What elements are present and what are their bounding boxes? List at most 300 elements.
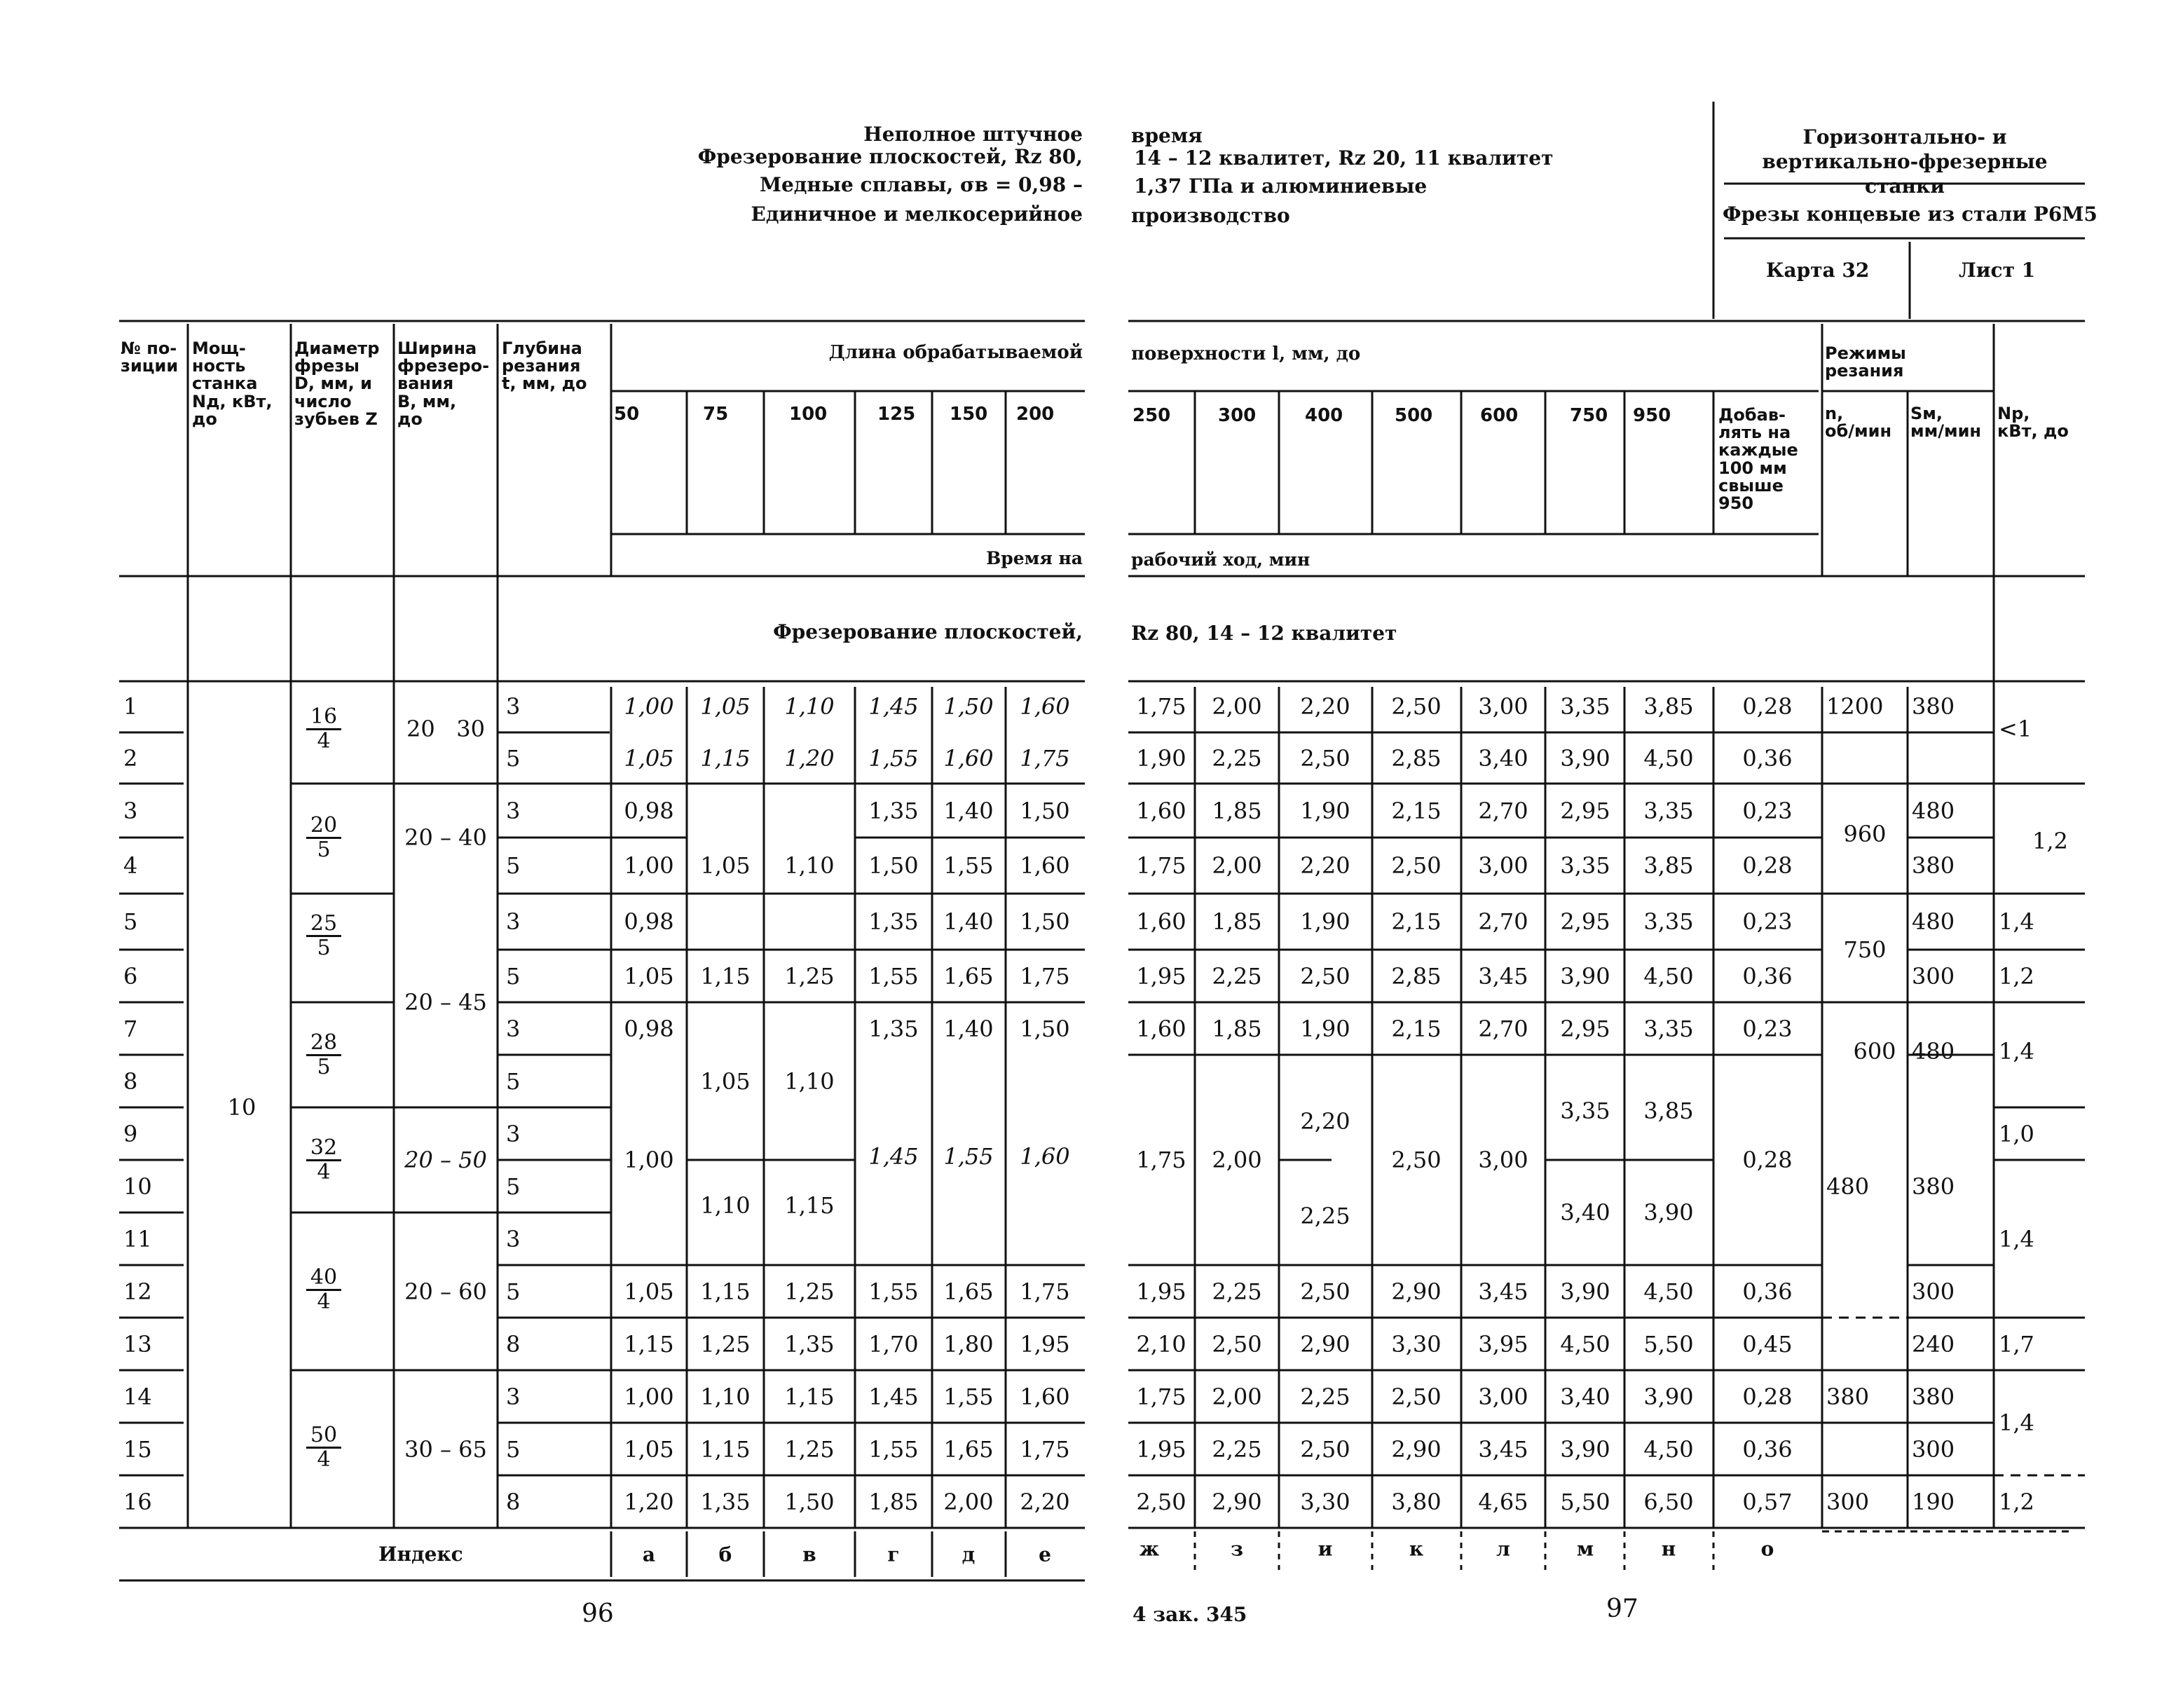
time-cell: 4,50 — [1560, 1331, 1610, 1358]
time-cell: 3,85 — [1643, 852, 1694, 879]
length-200: 200 — [1016, 404, 1055, 425]
position-15: 15 — [123, 1436, 152, 1463]
time-cell: 1,45 — [868, 693, 919, 720]
time-cell: 1,75 — [1136, 1384, 1186, 1410]
length-400: 400 — [1305, 405, 1343, 426]
time-cell: 2,20 — [1300, 693, 1350, 720]
sm-row-13: 240 — [1912, 1331, 1955, 1358]
time-cell: 2,50 — [1300, 1278, 1350, 1305]
time-cell: 1,35 — [784, 1331, 835, 1358]
time-cell: 0,28 — [1742, 852, 1793, 879]
index-letter: е — [1039, 1543, 1051, 1566]
position-9: 9 — [123, 1121, 138, 1147]
time-cell: 2,20 — [1020, 1489, 1070, 1515]
time-cell: 3,00 — [1478, 852, 1528, 879]
depth-8: 5 — [506, 1068, 521, 1095]
depth-9: 3 — [506, 1121, 521, 1147]
time-cell: 1,60 — [1136, 1016, 1186, 1042]
time-cell: 0,23 — [1742, 798, 1793, 824]
time-cell: 1,10 — [700, 1384, 751, 1410]
time-cell: 2,00 — [1212, 1384, 1262, 1410]
time-cell: 4,50 — [1643, 1278, 1694, 1305]
time-cell: 3,35 — [1560, 693, 1610, 720]
time-cell: 3,45 — [1478, 1278, 1528, 1305]
length-125: 125 — [877, 404, 916, 425]
time-cell: 1,15 — [784, 1384, 835, 1410]
time-i-rows-8-10: 2,20 — [1300, 1108, 1350, 1135]
time-cell: 4,50 — [1643, 963, 1694, 990]
sm-row-12: 300 — [1912, 1278, 1955, 1305]
time-cell: 2,10 — [1136, 1331, 1186, 1358]
time-cell: 0,36 — [1742, 745, 1793, 772]
index-label: Индекс — [378, 1543, 463, 1566]
np-row-9: 1,0 — [1999, 1121, 2034, 1147]
time-cell: 5,50 — [1560, 1489, 1610, 1515]
time-cell: 2,25 — [1212, 745, 1262, 772]
time-cell: 2,70 — [1478, 1016, 1528, 1042]
length-100: 100 — [789, 404, 828, 425]
time-cell: 2,50 — [1212, 1331, 1262, 1358]
n-480: 480 — [1826, 1173, 1870, 1200]
header-left-line-3: Медные сплавы, σв = 0,98 – — [759, 173, 1083, 196]
time-cell: 2,70 — [1478, 908, 1528, 935]
col-cutting-modes: Режимы резания — [1825, 343, 1906, 381]
col-power: Мощ- ность станка Nд, кВт, до — [192, 339, 273, 429]
time-cell: 4,50 — [1643, 745, 1694, 772]
n-960: 960 — [1843, 821, 1887, 847]
time-cell: 1,50 — [1020, 798, 1070, 824]
position-10: 10 — [123, 1173, 152, 1200]
time-cell: 1,50 — [868, 852, 919, 879]
length-75: 75 — [703, 404, 729, 425]
index-letter: к — [1409, 1537, 1424, 1561]
time-cell: 3,90 — [1560, 745, 1610, 772]
time-n-rows-8-10: 3,85 — [1643, 1098, 1694, 1124]
position-14: 14 — [123, 1384, 152, 1410]
depth-10: 5 — [506, 1173, 521, 1200]
time-cell: 3,90 — [1560, 1436, 1610, 1463]
np-row-5: 1,4 — [1999, 908, 2034, 935]
time-cell: 0,98 — [624, 1016, 674, 1042]
depth-1: 3 — [506, 693, 521, 720]
time-cell: 2,25 — [1212, 963, 1262, 990]
position-16: 16 — [123, 1489, 152, 1515]
index-letter: в — [802, 1543, 816, 1566]
time-cell: 2,15 — [1391, 1016, 1442, 1042]
header-left-line-1: Неполное штучное — [863, 123, 1083, 146]
time-cell: 1,55 — [868, 963, 919, 990]
sheet-number: Лист 1 — [1959, 259, 2036, 282]
position-13: 13 — [123, 1331, 152, 1358]
time-cell: 0,36 — [1742, 1436, 1793, 1463]
col-width: Ширина фрезеро- вания B, мм, до — [397, 339, 490, 429]
time-cell: 2,50 — [1136, 1489, 1186, 1515]
time-cell: 1,55 — [943, 1384, 994, 1410]
time-m-rows-10-11: 3,40 — [1560, 1199, 1610, 1226]
time-cell: 1,15 — [700, 1436, 751, 1463]
time-cell: 1,75 — [1020, 1278, 1070, 1305]
time-cell: 3,85 — [1643, 693, 1694, 720]
col-diameter: Диаметр фрезы D, мм, и число зубьев Z — [294, 339, 380, 429]
time-cell: 1,55 — [868, 745, 919, 772]
time-g-rows-8-11: 1,45 — [868, 1143, 919, 1170]
depth-13: 8 — [506, 1331, 521, 1358]
diameter-40: $\frac{40}{4}$ — [306, 1266, 341, 1313]
depth-3: 3 — [506, 798, 521, 824]
col-n: n, об/мин — [1825, 404, 1892, 442]
time-cell: 1,05 — [700, 693, 751, 720]
length-500: 500 — [1395, 405, 1433, 426]
time-cell: 1,70 — [868, 1331, 919, 1358]
time-cell: 1,75 — [1020, 963, 1070, 990]
time-cell: 0,23 — [1742, 1016, 1793, 1042]
time-zh-rows-8-11: 1,75 — [1136, 1147, 1186, 1173]
index-letter: д — [962, 1543, 976, 1566]
time-cell: 1,05 — [700, 852, 751, 879]
time-cell: 1,25 — [784, 963, 835, 990]
time-cell: 2,50 — [1391, 852, 1442, 879]
position-7: 7 — [123, 1016, 138, 1042]
sm-row-7-8: 480 — [1912, 1038, 1955, 1065]
time-label-left: Время на — [986, 548, 1083, 568]
time-cell: 1,60 — [1020, 693, 1070, 720]
time-cell: 1,10 — [784, 693, 835, 720]
position-5: 5 — [123, 908, 138, 935]
time-cell: 1,60 — [943, 745, 994, 772]
index-letter: а — [642, 1543, 656, 1566]
index-letter: г — [887, 1543, 900, 1566]
time-cell: 2,20 — [1300, 852, 1350, 879]
depth-7: 3 — [506, 1016, 521, 1042]
time-a-rows-8-11: 1,00 — [624, 1147, 674, 1173]
time-cell: 1,00 — [624, 852, 674, 879]
length-250: 250 — [1132, 405, 1171, 426]
time-cell: 1,15 — [700, 745, 751, 772]
np-row-6: 1,2 — [1999, 963, 2034, 990]
length-150: 150 — [950, 404, 988, 425]
time-cell: 1,35 — [868, 798, 919, 824]
position-12: 12 — [123, 1278, 152, 1305]
time-cell: 1,60 — [1020, 852, 1070, 879]
sm-row-5: 480 — [1912, 908, 1955, 935]
time-cell: 3,35 — [1560, 852, 1610, 879]
position-4: 4 — [123, 852, 138, 879]
np-rows-10-12: 1,4 — [1999, 1226, 2034, 1252]
time-cell: 1,50 — [1020, 1016, 1070, 1042]
index-letter: м — [1576, 1537, 1594, 1561]
time-cell: 1,60 — [1136, 798, 1186, 824]
time-cell: 2,00 — [943, 1489, 994, 1515]
time-cell: 2,95 — [1560, 798, 1610, 824]
time-b-rows-8-9: 1,05 — [700, 1068, 751, 1095]
time-b-rows-10-11: 1,10 — [700, 1192, 751, 1219]
time-cell: 1,20 — [624, 1489, 674, 1515]
depth-14: 3 — [506, 1384, 521, 1410]
power-value: 10 — [227, 1094, 256, 1121]
time-cell: 0,98 — [624, 798, 674, 824]
time-cell: 1,85 — [1212, 908, 1262, 935]
time-cell: 1,15 — [624, 1331, 674, 1358]
position-8: 8 — [123, 1068, 138, 1095]
time-cell: 3,40 — [1560, 1384, 1610, 1410]
index-letter: ж — [1139, 1537, 1160, 1561]
time-cell: 0,23 — [1742, 908, 1793, 935]
time-cell: 1,40 — [943, 908, 994, 935]
time-cell: 2,25 — [1300, 1384, 1350, 1410]
time-cell: 2,00 — [1212, 852, 1262, 879]
time-cell: 4,65 — [1478, 1489, 1528, 1515]
col-depth: Глубина резания t, мм, до — [502, 339, 587, 394]
depth-6: 5 — [506, 963, 521, 990]
time-cell: 1,95 — [1136, 1278, 1186, 1305]
time-cell: 3,95 — [1478, 1331, 1528, 1358]
index-letter: з — [1231, 1537, 1243, 1561]
time-cell: 3,45 — [1478, 1436, 1528, 1463]
diameter-25: $\frac{25}{5}$ — [306, 913, 341, 959]
position-1: 1 — [123, 693, 138, 720]
card-number: Карта 32 — [1766, 259, 1870, 282]
time-cell: 1,75 — [1020, 745, 1070, 772]
depth-5: 3 — [506, 908, 521, 935]
time-cell: 3,45 — [1478, 963, 1528, 990]
width-row-11-13: 20 – 60 — [404, 1278, 487, 1305]
sm-row-15: 300 — [1912, 1436, 1955, 1463]
time-cell: 1,75 — [1136, 693, 1186, 720]
time-cell: 2,50 — [1300, 1436, 1350, 1463]
time-cell: 2,90 — [1391, 1436, 1442, 1463]
header-left-line-4: Единичное и мелкосерийное — [751, 203, 1083, 226]
time-cell: 1,35 — [868, 1016, 919, 1042]
index-letter: л — [1496, 1537, 1510, 1561]
time-cell: 3,35 — [1643, 798, 1694, 824]
time-cell: 1,40 — [943, 1016, 994, 1042]
width-row-5-8: 20 – 45 — [404, 989, 487, 1016]
time-cell: 2,90 — [1300, 1331, 1350, 1358]
length-50: 50 — [614, 404, 640, 425]
time-cell: 2,50 — [1391, 693, 1442, 720]
time-cell: 2,25 — [1212, 1436, 1262, 1463]
np-row-13: 1,7 — [1999, 1331, 2034, 1358]
time-cell: 3,30 — [1300, 1489, 1350, 1515]
np-row-16: 1,2 — [1999, 1489, 2034, 1515]
sm-row-14: 380 — [1912, 1384, 1955, 1410]
time-cell: 4,50 — [1643, 1436, 1694, 1463]
time-z-rows-8-11: 2,00 — [1212, 1147, 1262, 1173]
time-cell: 1,90 — [1300, 798, 1350, 824]
machine-type: Горизонтально- и вертикально-фрезерные станки — [1762, 125, 2048, 198]
time-cell: 2,50 — [1300, 963, 1350, 990]
index-letter: и — [1318, 1537, 1333, 1561]
time-cell: 2,00 — [1212, 693, 1262, 720]
time-cell: 3,00 — [1478, 693, 1528, 720]
time-cell: 1,95 — [1136, 1436, 1186, 1463]
depth-16: 8 — [506, 1489, 521, 1515]
col-position: № по- зиции — [121, 339, 179, 376]
time-cell: 1,50 — [784, 1489, 835, 1515]
time-cell: 2,90 — [1212, 1489, 1262, 1515]
diameter-16: $\frac{16}{4}$ — [306, 706, 341, 752]
length-600: 600 — [1480, 405, 1519, 426]
time-cell: 1,60 — [1136, 908, 1186, 935]
width-row-1-2: 20 30 — [406, 716, 485, 742]
time-cell: 1,45 — [868, 1384, 919, 1410]
width-row-14-16: 30 – 65 — [404, 1436, 487, 1463]
diameter-50: $\frac{50}{4}$ — [306, 1424, 341, 1470]
n-380: 380 — [1826, 1384, 1870, 1410]
time-cell: 2,15 — [1391, 798, 1442, 824]
time-cell: 1,75 — [1136, 852, 1186, 879]
time-cell: 1,65 — [943, 963, 994, 990]
time-cell: 1,50 — [943, 693, 994, 720]
time-cell: 1,75 — [1020, 1436, 1070, 1463]
time-cell: 1,05 — [624, 1436, 674, 1463]
position-2: 2 — [123, 745, 138, 772]
index-letter: о — [1760, 1537, 1774, 1561]
col-sm: Sм, мм/мин — [1910, 404, 1982, 442]
time-cell: 1,05 — [624, 963, 674, 990]
position-3: 3 — [123, 798, 138, 824]
time-o-rows-8-11: 0,28 — [1742, 1147, 1793, 1173]
time-cell: 1,65 — [943, 1278, 994, 1305]
header-right-line-1: время — [1131, 124, 1203, 147]
n-600: 600 — [1853, 1038, 1896, 1065]
time-cell: 1,05 — [624, 1278, 674, 1305]
sm-row-6: 300 — [1912, 963, 1955, 990]
time-cell: 1,35 — [868, 908, 919, 935]
time-cell: 1,95 — [1136, 963, 1186, 990]
depth-15: 5 — [506, 1436, 521, 1463]
section-title-right: Rz 80, 14 – 12 квалитет — [1131, 622, 1397, 645]
time-cell: 1,00 — [624, 1384, 674, 1410]
depth-4: 5 — [506, 852, 521, 879]
time-l-rows-8-11: 3,00 — [1478, 1147, 1528, 1173]
sm-row-1: 380 — [1912, 693, 1955, 720]
width-row-9-10: 20 – 50 — [404, 1147, 487, 1173]
time-cell: 1,55 — [868, 1436, 919, 1463]
length-750: 750 — [1570, 405, 1608, 426]
time-cell: 1,90 — [1300, 1016, 1350, 1042]
time-cell: 1,40 — [943, 798, 994, 824]
time-cell: 1,50 — [1020, 908, 1070, 935]
time-m-rows-8-10: 3,35 — [1560, 1098, 1610, 1124]
time-cell: 3,35 — [1643, 1016, 1694, 1042]
diameter-32: $\frac{32}{4}$ — [306, 1137, 341, 1183]
header-right-line-4: производство — [1131, 204, 1290, 227]
time-cell: 3,90 — [1560, 1278, 1610, 1305]
time-cell: 1,55 — [943, 852, 994, 879]
time-cell: 2,15 — [1391, 908, 1442, 935]
depth-11: 3 — [506, 1226, 521, 1252]
np-rows-14-15: 1,4 — [1999, 1409, 2034, 1436]
time-cell: 1,10 — [784, 852, 835, 879]
time-cell: 1,15 — [700, 963, 751, 990]
sm-row-3: 480 — [1912, 798, 1955, 824]
length-300: 300 — [1218, 405, 1257, 426]
time-cell: 1,80 — [943, 1331, 994, 1358]
time-e-rows-8-11: 1,60 — [1020, 1143, 1070, 1170]
position-11: 11 — [123, 1226, 152, 1252]
header-left-line-2: Фрезерование плоскостей, Rz 80, — [697, 145, 1083, 168]
depth-12: 5 — [506, 1278, 521, 1305]
time-label-right: рабочий ход, мин — [1131, 549, 1311, 570]
time-cell: 1,00 — [624, 693, 674, 720]
time-cell: 1,35 — [700, 1489, 751, 1515]
time-cell: 1,25 — [784, 1278, 835, 1305]
time-cell: 2,90 — [1391, 1278, 1442, 1305]
time-n-rows-10-11: 3,90 — [1643, 1199, 1694, 1226]
time-k-rows-8-11: 2,50 — [1391, 1147, 1442, 1173]
time-cell: 2,85 — [1391, 745, 1442, 772]
depth-2: 5 — [506, 745, 521, 772]
time-cell: 3,90 — [1643, 1384, 1694, 1410]
time-cell: 3,35 — [1643, 908, 1694, 935]
time-cell: 0,28 — [1742, 693, 1793, 720]
col-length-left: Длина обрабатываемой — [828, 342, 1083, 363]
time-v-rows-8-9: 1,10 — [784, 1068, 835, 1095]
position-6: 6 — [123, 963, 138, 990]
time-cell: 1,60 — [1020, 1384, 1070, 1410]
time-cell: 2,95 — [1560, 908, 1610, 935]
time-cell: 1,25 — [700, 1331, 751, 1358]
header-right-line-2: 14 – 12 квалитет, Rz 20, 11 квалитет — [1134, 146, 1554, 170]
time-cell: 2,50 — [1300, 745, 1350, 772]
time-cell: 1,85 — [1212, 798, 1262, 824]
col-length-right: поверхности l, мм, до — [1131, 343, 1361, 364]
np-rows-3-4: 1,2 — [2032, 828, 2068, 854]
time-cell: 1,90 — [1300, 908, 1350, 935]
time-cell: 2,50 — [1391, 1384, 1442, 1410]
time-cell: 3,00 — [1478, 1384, 1528, 1410]
time-cell: 1,55 — [868, 1278, 919, 1305]
page-number-left: 96 — [582, 1599, 614, 1628]
page-number-right: 97 — [1606, 1594, 1638, 1623]
time-i-rows-10-11: 2,25 — [1300, 1203, 1350, 1229]
sm-row-4: 380 — [1912, 852, 1955, 879]
index-letter: б — [718, 1543, 732, 1566]
time-cell: 5,50 — [1643, 1331, 1694, 1358]
time-cell: 2,25 — [1212, 1278, 1262, 1305]
time-cell: 0,36 — [1742, 1278, 1793, 1305]
time-cell: 2,85 — [1391, 963, 1442, 990]
np-row-7: 1,4 — [1999, 1038, 2034, 1065]
sm-row-16: 190 — [1912, 1489, 1955, 1515]
time-v-rows-10-11: 1,15 — [784, 1192, 835, 1219]
n-1200: 1200 — [1826, 693, 1884, 720]
time-cell: 3,80 — [1391, 1489, 1442, 1515]
time-cell: 1,20 — [784, 745, 835, 772]
order-number: 4 зак. 345 — [1132, 1603, 1247, 1626]
col-add-per-100: Добав- лять на каждые 100 мм свыше 950 — [1718, 405, 1798, 513]
time-d-rows-8-11: 1,55 — [943, 1143, 994, 1170]
np-rows-1-2: <1 — [1999, 716, 2032, 742]
time-cell: 1,95 — [1020, 1331, 1070, 1358]
time-cell: 3,30 — [1391, 1331, 1442, 1358]
time-cell: 1,25 — [784, 1436, 835, 1463]
n-300: 300 — [1826, 1489, 1870, 1515]
time-cell: 1,85 — [868, 1489, 919, 1515]
time-cell: 0,36 — [1742, 963, 1793, 990]
diameter-28: $\frac{28}{5}$ — [306, 1032, 341, 1078]
time-cell: 6,50 — [1643, 1489, 1694, 1515]
time-cell: 1,05 — [624, 745, 674, 772]
length-950: 950 — [1633, 405, 1671, 426]
time-cell: 1,15 — [700, 1278, 751, 1305]
index-letter: н — [1661, 1537, 1676, 1561]
width-row-3-4: 20 – 40 — [404, 824, 487, 851]
time-cell: 2,70 — [1478, 798, 1528, 824]
col-np: Nр, кВт, до — [1997, 404, 2069, 442]
time-cell: 3,40 — [1478, 745, 1528, 772]
